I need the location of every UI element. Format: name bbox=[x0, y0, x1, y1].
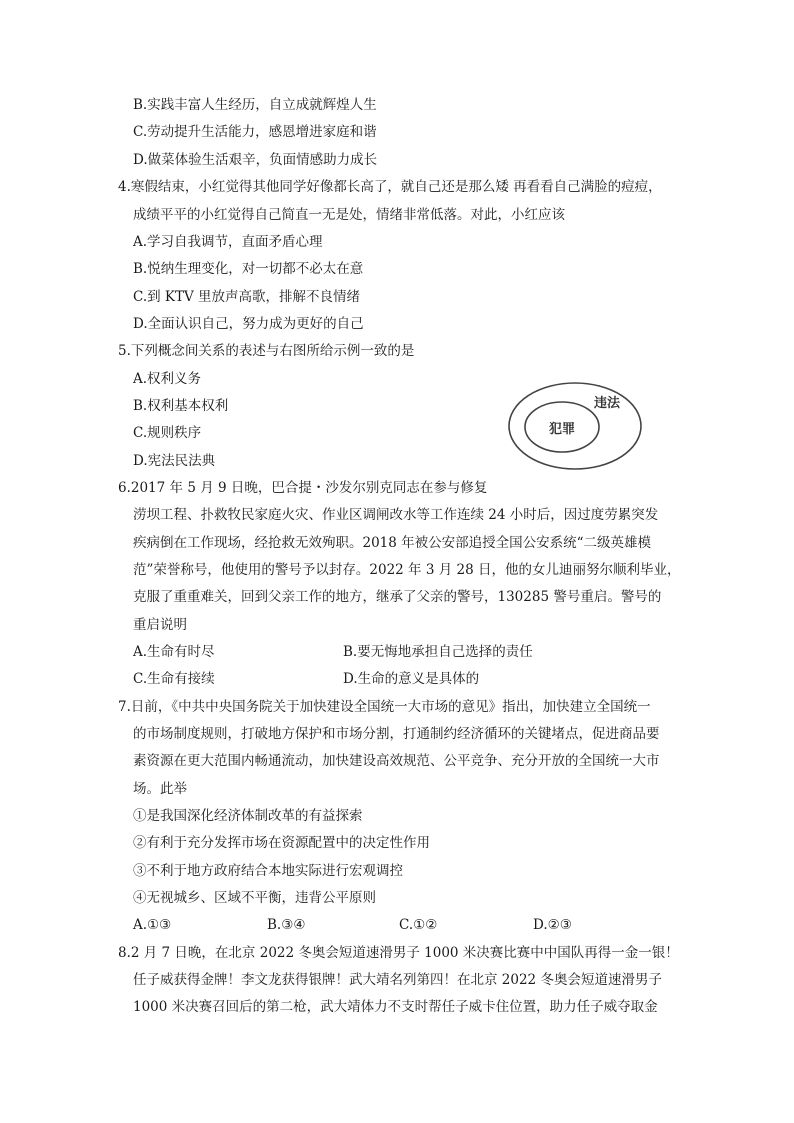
q6-option-c: C.生命有接续 bbox=[133, 671, 215, 687]
q6-option-d: D.生命的意义是具体的 bbox=[343, 671, 480, 687]
q5-stem: 5.下列概念间关系的表述与右图所给示例一致的是 bbox=[118, 343, 415, 359]
q6-stem-line5: 克服了重重难关，回到父亲工作的地方，继承了父亲的警号，130285 警号重启。警号的 bbox=[133, 589, 662, 605]
q7-stem-line2: 的市场制度规则，打破地方保护和市场分割，打通制约经济循环的关键堵点，促进商品要 bbox=[133, 726, 660, 742]
q7-item-1: ①是我国深化经济体制改革的有益探索 bbox=[133, 808, 363, 824]
outer-label: 违法 bbox=[594, 396, 621, 411]
q4-option-a: A.学习自我调节，直面矛盾心理 bbox=[133, 234, 323, 250]
q3-option-d: D.做菜体验生活艰辛，负面情感助力成长 bbox=[133, 152, 378, 168]
q7-item-2: ②有利于充分发挥市场在资源配置中的决定性作用 bbox=[133, 835, 430, 851]
inner-label: 犯罪 bbox=[549, 422, 576, 437]
q6-stem-line2: 涝坝工程、扑救牧民家庭火灾、作业区调闸改水等工作连续 24 小时后，因过度劳累突发 bbox=[133, 507, 659, 523]
q7-item-3: ③不利于地方政府结合本地实际进行宏观调控 bbox=[133, 863, 403, 879]
q6-option-a: A.生命有时尽 bbox=[133, 644, 215, 660]
q7-stem-line1: 7.日前，《中共中央国务院关于加快建设全国统一大市场的意见》指出，加快建立全国统一 bbox=[118, 699, 651, 715]
q7-stem-line4: 场。此举 bbox=[133, 781, 187, 797]
q7-option-c: C.①② bbox=[399, 917, 438, 933]
q4-option-c: C.到 KTV 里放声高歌，排解不良情绪 bbox=[133, 289, 361, 305]
q5-option-c: C.规则秩序 bbox=[133, 425, 202, 441]
q7-item-4: ④无视城乡、区域不平衡，违背公平原则 bbox=[133, 890, 376, 906]
q3-option-c: C.劳动提升生活能力，感恩增进家庭和谐 bbox=[133, 124, 377, 140]
q4-stem-line2: 成绩平平的小红觉得自己简直一无是处，情绪非常低落。对此，小红应该 bbox=[133, 207, 565, 223]
q7-option-b: B.③④ bbox=[267, 917, 306, 933]
q6-option-b: B.要无悔地承担自己选择的责任 bbox=[343, 644, 533, 660]
q3-option-b: B.实践丰富人生经历，自立成就辉煌人生 bbox=[133, 97, 377, 113]
q7-option-d: D.②③ bbox=[533, 917, 572, 933]
q8-stem-line2: 任子威获得金牌！李文龙获得银牌！武大靖名列第四！在北京 2022 冬奥会短道速滑男子 bbox=[133, 972, 662, 988]
q4-option-b: B.悦纳生理变化，对一切都不必太在意 bbox=[133, 261, 364, 277]
q8-stem-line1: 8.2 月 7 日晚，在北京 2022 冬奥会短道速滑男子 1000 米决赛比赛中中国队再得一金一银！ bbox=[118, 945, 679, 961]
q5-option-d: D.宪法民法典 bbox=[133, 453, 216, 469]
q7-option-a: A.①③ bbox=[133, 917, 172, 933]
q5-option-b: B.权利基本权利 bbox=[133, 398, 229, 414]
q7-stem-line3: 素资源在更大范围内畅通流动，加快建设高效规范、公平竞争、充分开放的全国统一大市 bbox=[133, 753, 660, 769]
concept-venn-diagram bbox=[505, 380, 645, 480]
q6-stem-line4: 范”荣誉称号，他使用的警号予以封存。2022 年 3 月 28 日，他的女儿迪丽努尔顺利毕业， bbox=[133, 562, 681, 578]
q5-option-a: A.权利义务 bbox=[133, 371, 202, 387]
q4-stem-line1: 4.寒假结束，小红觉得其他同学好像都长高了，就自己还是那么矮 再看看自己满脸的痘痘， bbox=[118, 179, 662, 195]
q6-stem-line1: 6.2017 年 5 月 9 日晚，巴合提・沙发尔别克同志在参与修复 bbox=[118, 480, 488, 496]
q4-option-d: D.全面认识自己，努力成为更好的自己 bbox=[133, 316, 364, 332]
q6-stem-line3: 疾病倒在工作现场，经抢救无效殉职。2018 年被公安部追授全国公安系统“二级英雄模 bbox=[133, 535, 652, 551]
q8-stem-line3: 1000 米决赛召回后的第二枪，武大靖体力不支时帮任子威卡住位置，助力任子威夺取金 bbox=[133, 999, 658, 1015]
q6-stem-line6: 重启说明 bbox=[133, 617, 187, 633]
